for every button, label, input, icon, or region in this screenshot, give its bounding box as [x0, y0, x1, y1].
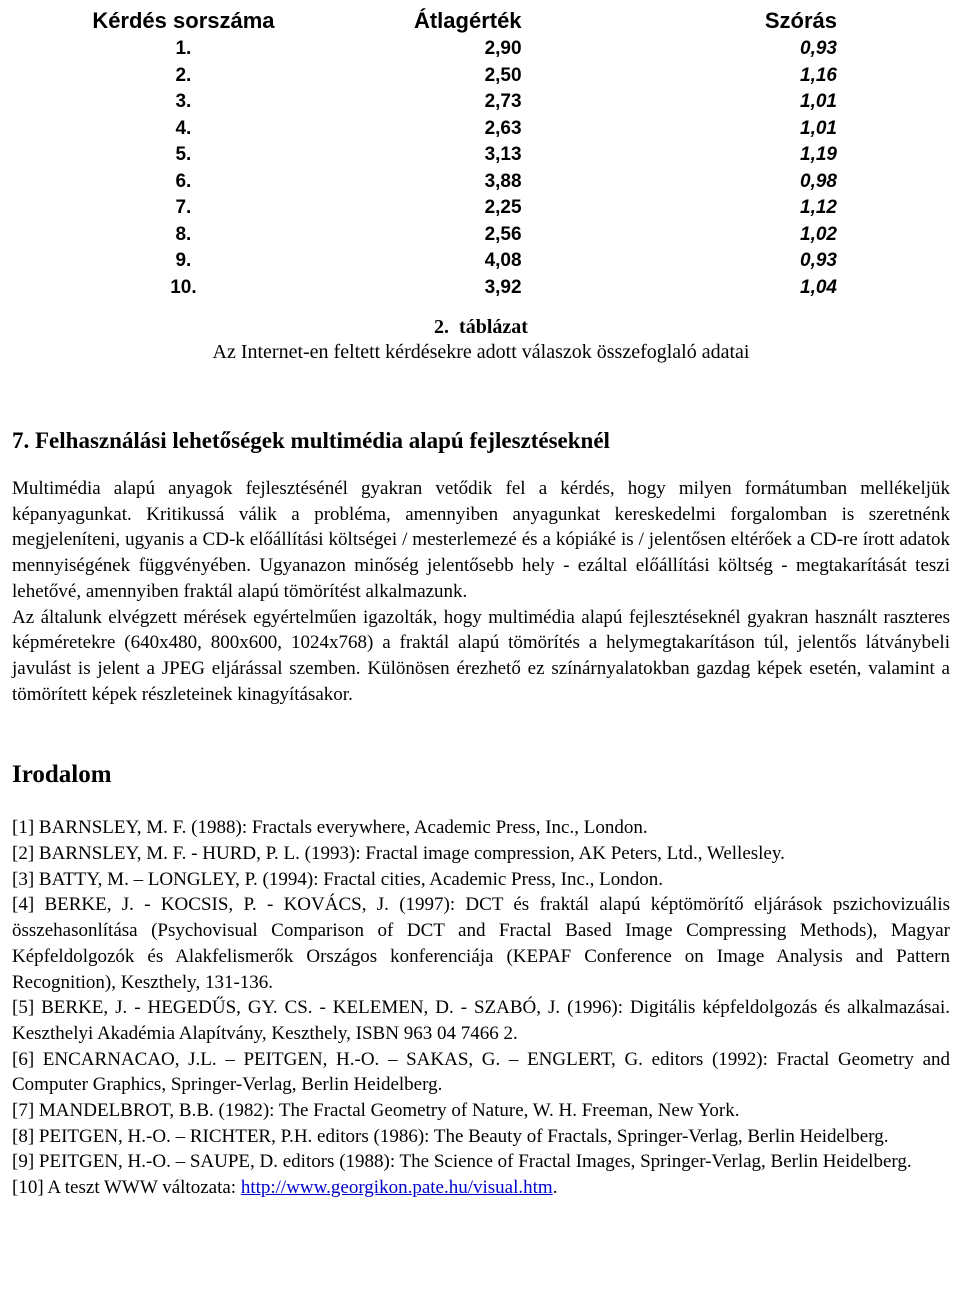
cell-mean: 3,13	[484, 144, 522, 166]
cell-question: 8.	[175, 223, 192, 245]
reference-item: [1] BARNSLEY, M. F. (1988): Fractals everywhere, Academic Press, Inc., London.	[12, 817, 648, 839]
reference-item: [9] PEITGEN, H.-O. – SAUPE, D. editors (1988): The Science of Fractal Images, Springer-Verlag, Berlin Heidelberg.	[12, 1151, 912, 1173]
table-header-row	[12, 6, 837, 36]
table-row	[12, 222, 837, 249]
caption-label: táblázat	[459, 316, 528, 338]
table-row	[12, 142, 837, 169]
reference-item: [8] PEITGEN, H.-O. – RICHTER, P.H. editors (1986): The Beauty of Fractals, Springer-Verlag, Berlin Heidelberg.	[12, 1125, 889, 1147]
table-row	[12, 63, 837, 90]
caption-number: 2.	[434, 316, 450, 338]
table-row	[12, 169, 837, 196]
reference-item-last	[12, 1175, 950, 1201]
section-heading: 7. Felhasználási lehetőségek multimédia alapú fejlesztéseknél	[12, 428, 610, 453]
reference-item: [2] BARNSLEY, M. F. - HURD, P. L. (1993): Fractal image compression, AK Peters, Ltd., Wellesley.	[12, 843, 785, 865]
cell-mean: 2,25	[484, 197, 522, 219]
cell-question: 1.	[175, 38, 192, 60]
table-row	[12, 275, 837, 302]
cell-mean: 2,90	[484, 38, 522, 60]
cell-sd: 1,04	[800, 276, 837, 298]
reference-item: [4] BERKE, J. - KOCSIS, P. - KOVÁCS, J. (1997): DCT és fraktál alapú képtömörítő eljárások pszichovizuális összehasonlítása (Psychovisual Comparison of DCT and Fractal Based Image Compressing Methods), Magyar Képfeldolgozók és Alakfelismerők Országos konferenciája (KEPAF Conference on Image Analysis and Pattern Recognition), Keszthely, 131-136.	[12, 894, 950, 993]
caption-text: Az Internet-en feltett kérdésekre adott válaszok összefoglaló adatai	[212, 341, 750, 363]
cell-sd: 1,12	[800, 197, 837, 219]
section-paragraph: Az általunk elvégzett mérések egyértelműen igazolták, hogy multimédia alapú fejlesztéseknél gyakran használt raszteres képméretekre (640x480, 800x600, 1024x768) a fraktál alapú tömörítés a helymegtakarításon túl, jelentős látványbeli javulást is jelent a JPEG eljárással szemben. Különösen érezhető ez színárnyalatokban gazdag képek esetén, valamint a tömörített képek részleteinek kinagyításakor.	[12, 606, 950, 705]
cell-mean: 2,73	[484, 91, 522, 113]
cell-question: 6.	[175, 170, 192, 192]
cell-question: 4.	[175, 117, 192, 139]
cell-sd: 0,93	[800, 38, 837, 60]
table-row	[12, 36, 837, 63]
cell-sd: 0,93	[800, 250, 837, 272]
document-page	[12, 6, 950, 1201]
references-heading: Irodalom	[12, 761, 112, 789]
cell-sd: 1,19	[800, 144, 837, 166]
section-paragraph: Multimédia alapú anyagok fejlesztésénél gyakran vetődik fel a kérdés, hogy milyen formátumban mellékeljük képanyagunkat. Kritikussá válik a probléma, amennyiben anyagunkat kereskedelmi forgalomban is szeretnénk megjeleníteni, ugyanis a CD-k előállítási költségei / mesterlemezé és a kópiáké is / jelentősen eltérőek a CD-re írott adatok mennyiségének függvényében. Ugyanazon minőség jelentősebb hely - ezáltal előállítási költség - megtakarítását teszi lehetővé, amennyiben fraktál alapú tömörítést alkalmazunk.	[12, 478, 950, 602]
cell-mean: 2,56	[484, 223, 522, 245]
cell-mean: 2,50	[484, 64, 522, 86]
caption-title	[12, 315, 950, 340]
cell-question: 9.	[175, 250, 192, 272]
cell-sd: 0,98	[800, 170, 837, 192]
cell-question: 3.	[175, 91, 192, 113]
table-caption	[12, 315, 950, 365]
reference-item: [7] MANDELBROT, B.B. (1982): The Fractal Geometry of Nature, W. H. Freeman, New York.	[12, 1100, 740, 1122]
cell-sd: 1,02	[800, 223, 837, 245]
reference-item: [6] ENCARNACAO, J.L. – PEITGEN, H.-O. – SAKAS, G. – ENGLERT, G. editors (1992): Fractal Geometry and Computer Graphics, Springer-Verlag, Berlin Heidelberg.	[12, 1048, 950, 1096]
cell-sd: 1,01	[800, 91, 837, 113]
reference-item: [3] BATTY, M. – LONGLEY, P. (1994): Fractal cities, Academic Press, Inc., London.	[12, 868, 664, 890]
cell-mean: 3,88	[484, 170, 522, 192]
table-row	[12, 89, 837, 116]
table-row	[12, 248, 837, 275]
cell-sd: 1,01	[800, 117, 837, 139]
reference-link[interactable]: http://www.georgikon.pate.hu/visual.htm	[240, 1177, 553, 1199]
references-list	[12, 815, 950, 1201]
cell-question: 2.	[175, 64, 192, 86]
reference-item: [5] BERKE, J. - HEGEDŰS, GY. CS. - KELEMEN, D. - SZABÓ, J. (1996): Digitális képfeldolgozás és alkalmazásai. Keszthelyi Akadémia Alapítvány, Keszthely, ISBN 963 04 7466 2.	[12, 997, 950, 1044]
cell-mean: 3,92	[484, 276, 522, 298]
reference-prefix: [10] A teszt WWW változata:	[12, 1177, 241, 1199]
col-header-mean: Átlagérték	[413, 8, 522, 33]
table-row	[12, 116, 837, 143]
cell-mean: 2,63	[484, 117, 522, 139]
reference-suffix: .	[552, 1177, 558, 1199]
stats-table	[12, 6, 837, 301]
cell-question: 10.	[170, 276, 197, 298]
table-row	[12, 195, 837, 222]
cell-question: 7.	[175, 197, 192, 219]
cell-mean: 4,08	[484, 250, 522, 272]
cell-sd: 1,16	[800, 64, 837, 86]
col-header-sd: Szórás	[764, 8, 837, 33]
col-header-question: Kérdés sorszáma	[92, 8, 275, 33]
cell-question: 5.	[175, 144, 192, 166]
